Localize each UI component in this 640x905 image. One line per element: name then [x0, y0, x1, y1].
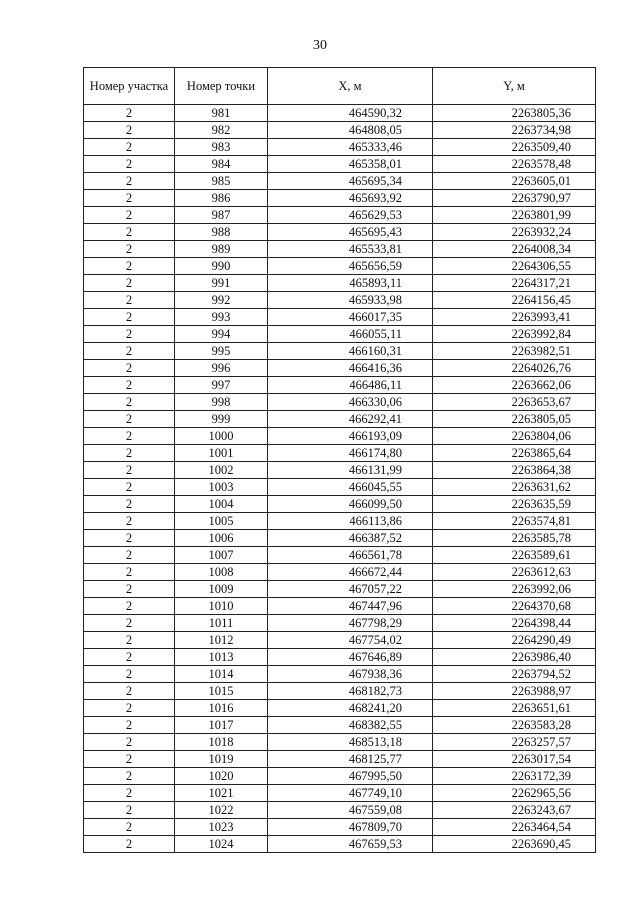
cell-plot-number: 2: [84, 360, 175, 377]
cell-plot-number: 2: [84, 190, 175, 207]
cell-plot-number: 2: [84, 666, 175, 683]
table-row: [84, 836, 596, 853]
cell-point-number: 1004: [175, 496, 268, 513]
cell-point-number: 1000: [175, 428, 268, 445]
cell-y: 2263992,06: [433, 581, 596, 598]
cell-y: 2263172,39: [433, 768, 596, 785]
cell-x: 466416,36: [268, 360, 433, 377]
table-row: [84, 173, 596, 190]
cell-x: 466672,44: [268, 564, 433, 581]
cell-plot-number: 2: [84, 462, 175, 479]
cell-y: 2263932,24: [433, 224, 596, 241]
table-row: [84, 666, 596, 683]
cell-x: 466045,55: [268, 479, 433, 496]
cell-point-number: 992: [175, 292, 268, 309]
cell-x: 465695,43: [268, 224, 433, 241]
table-row: [84, 734, 596, 751]
cell-plot-number: 2: [84, 207, 175, 224]
cell-x: 464808,05: [268, 122, 433, 139]
cell-point-number: 982: [175, 122, 268, 139]
table-row: [84, 156, 596, 173]
cell-y: 2264317,21: [433, 275, 596, 292]
cell-y: 2263690,45: [433, 836, 596, 853]
table-row: [84, 598, 596, 615]
cell-point-number: 1020: [175, 768, 268, 785]
cell-plot-number: 2: [84, 105, 175, 122]
cell-x: 467809,70: [268, 819, 433, 836]
table-row: [84, 241, 596, 258]
table-row: [84, 700, 596, 717]
cell-point-number: 986: [175, 190, 268, 207]
cell-y: 2263988,97: [433, 683, 596, 700]
cell-plot-number: 2: [84, 581, 175, 598]
cell-point-number: 1017: [175, 717, 268, 734]
header-plot-number: Номер участка: [84, 68, 175, 105]
cell-x: 467447,96: [268, 598, 433, 615]
cell-x: 465693,92: [268, 190, 433, 207]
header-point-number: Номер точки: [175, 68, 268, 105]
cell-x: 467646,89: [268, 649, 433, 666]
table-row: [84, 785, 596, 802]
cell-plot-number: 2: [84, 411, 175, 428]
cell-x: 468125,77: [268, 751, 433, 768]
table-row: [84, 309, 596, 326]
cell-y: 2263612,63: [433, 564, 596, 581]
cell-y: 2263574,81: [433, 513, 596, 530]
cell-x: 466113,86: [268, 513, 433, 530]
cell-y: 2263805,05: [433, 411, 596, 428]
cell-x: 466055,11: [268, 326, 433, 343]
cell-point-number: 1016: [175, 700, 268, 717]
cell-y: 2263864,38: [433, 462, 596, 479]
cell-point-number: 996: [175, 360, 268, 377]
cell-x: 466131,99: [268, 462, 433, 479]
table-row: [84, 343, 596, 360]
cell-x: 466486,11: [268, 377, 433, 394]
cell-plot-number: 2: [84, 496, 175, 513]
cell-y: 2263257,57: [433, 734, 596, 751]
table-row: [84, 462, 596, 479]
cell-x: 467659,53: [268, 836, 433, 853]
cell-plot-number: 2: [84, 258, 175, 275]
cell-x: 468182,73: [268, 683, 433, 700]
cell-y: 2264156,45: [433, 292, 596, 309]
cell-point-number: 1007: [175, 547, 268, 564]
table-row: [84, 496, 596, 513]
table-row: [84, 802, 596, 819]
table-body: [84, 105, 596, 853]
cell-point-number: 1015: [175, 683, 268, 700]
cell-plot-number: 2: [84, 530, 175, 547]
cell-plot-number: 2: [84, 785, 175, 802]
cell-y: 2263017,54: [433, 751, 596, 768]
cell-y: 2263986,40: [433, 649, 596, 666]
table-row: [84, 105, 596, 122]
cell-plot-number: 2: [84, 836, 175, 853]
cell-x: 465695,34: [268, 173, 433, 190]
cell-plot-number: 2: [84, 445, 175, 462]
cell-x: 465893,11: [268, 275, 433, 292]
cell-point-number: 1024: [175, 836, 268, 853]
cell-x: 466292,41: [268, 411, 433, 428]
table-row: [84, 649, 596, 666]
table-row: [84, 190, 596, 207]
table-row: [84, 768, 596, 785]
cell-point-number: 989: [175, 241, 268, 258]
cell-point-number: 1011: [175, 615, 268, 632]
cell-y: 2264026,76: [433, 360, 596, 377]
page-number: 30: [313, 38, 327, 53]
cell-x: 466193,09: [268, 428, 433, 445]
cell-y: 2263509,40: [433, 139, 596, 156]
cell-y: 2263992,84: [433, 326, 596, 343]
cell-point-number: 1022: [175, 802, 268, 819]
cell-y: 2263583,28: [433, 717, 596, 734]
cell-plot-number: 2: [84, 309, 175, 326]
cell-x: 466099,50: [268, 496, 433, 513]
cell-y: 2263804,06: [433, 428, 596, 445]
cell-x: 466330,06: [268, 394, 433, 411]
cell-y: 2263662,06: [433, 377, 596, 394]
cell-point-number: 1018: [175, 734, 268, 751]
cell-point-number: 997: [175, 377, 268, 394]
cell-y: 2263585,78: [433, 530, 596, 547]
cell-plot-number: 2: [84, 717, 175, 734]
cell-x: 467995,50: [268, 768, 433, 785]
cell-point-number: 981: [175, 105, 268, 122]
cell-y: 2263734,98: [433, 122, 596, 139]
cell-x: 465933,98: [268, 292, 433, 309]
cell-x: 466017,35: [268, 309, 433, 326]
cell-y: 2263653,67: [433, 394, 596, 411]
cell-y: 2263794,52: [433, 666, 596, 683]
cell-x: 466387,52: [268, 530, 433, 547]
cell-y: 2263805,36: [433, 105, 596, 122]
table-row: [84, 411, 596, 428]
cell-x: 468382,55: [268, 717, 433, 734]
cell-y: 2263631,62: [433, 479, 596, 496]
cell-point-number: 1008: [175, 564, 268, 581]
table-row: [84, 139, 596, 156]
cell-plot-number: 2: [84, 649, 175, 666]
cell-y: 2263635,59: [433, 496, 596, 513]
table-row: [84, 513, 596, 530]
cell-point-number: 999: [175, 411, 268, 428]
cell-y: 2263801,99: [433, 207, 596, 224]
cell-y: 2264306,55: [433, 258, 596, 275]
cell-plot-number: 2: [84, 139, 175, 156]
table-row: [84, 819, 596, 836]
table-row: [84, 360, 596, 377]
cell-point-number: 998: [175, 394, 268, 411]
cell-y: 2264398,44: [433, 615, 596, 632]
table-row: [84, 717, 596, 734]
cell-point-number: 1021: [175, 785, 268, 802]
cell-point-number: 1010: [175, 598, 268, 615]
cell-plot-number: 2: [84, 343, 175, 360]
cell-plot-number: 2: [84, 751, 175, 768]
cell-y: 2263790,97: [433, 190, 596, 207]
cell-y: 2264290,49: [433, 632, 596, 649]
cell-plot-number: 2: [84, 632, 175, 649]
cell-x: 467559,08: [268, 802, 433, 819]
cell-y: 2263243,67: [433, 802, 596, 819]
cell-point-number: 993: [175, 309, 268, 326]
cell-x: 465656,59: [268, 258, 433, 275]
table-row: [84, 632, 596, 649]
cell-point-number: 1019: [175, 751, 268, 768]
cell-plot-number: 2: [84, 156, 175, 173]
cell-point-number: 1013: [175, 649, 268, 666]
cell-point-number: 983: [175, 139, 268, 156]
coordinates-table: [83, 67, 596, 853]
cell-point-number: 1002: [175, 462, 268, 479]
table-row: [84, 445, 596, 462]
cell-x: 465358,01: [268, 156, 433, 173]
cell-y: 2263589,61: [433, 547, 596, 564]
table-row: [84, 428, 596, 445]
cell-y: 2263464,54: [433, 819, 596, 836]
cell-point-number: 1023: [175, 819, 268, 836]
table-row: [84, 326, 596, 343]
cell-point-number: 994: [175, 326, 268, 343]
cell-y: 2263865,64: [433, 445, 596, 462]
cell-x: 465533,81: [268, 241, 433, 258]
cell-point-number: 1012: [175, 632, 268, 649]
cell-plot-number: 2: [84, 428, 175, 445]
cell-x: 468513,18: [268, 734, 433, 751]
header-x: X, м: [268, 68, 433, 105]
cell-y: 2263651,61: [433, 700, 596, 717]
cell-point-number: 988: [175, 224, 268, 241]
cell-plot-number: 2: [84, 819, 175, 836]
table-row: [84, 581, 596, 598]
cell-plot-number: 2: [84, 547, 175, 564]
cell-x: 467749,10: [268, 785, 433, 802]
table-row: [84, 207, 596, 224]
cell-point-number: 1006: [175, 530, 268, 547]
cell-x: 467057,22: [268, 581, 433, 598]
cell-x: 467754,02: [268, 632, 433, 649]
table-row: [84, 547, 596, 564]
cell-plot-number: 2: [84, 173, 175, 190]
cell-x: 465333,46: [268, 139, 433, 156]
cell-y: 2263605,01: [433, 173, 596, 190]
cell-y: 2264370,68: [433, 598, 596, 615]
cell-plot-number: 2: [84, 275, 175, 292]
table-row: [84, 564, 596, 581]
cell-point-number: 991: [175, 275, 268, 292]
table-row: [84, 122, 596, 139]
table-row: [84, 377, 596, 394]
table-row: [84, 224, 596, 241]
cell-y: 2263578,48: [433, 156, 596, 173]
cell-x: 467938,36: [268, 666, 433, 683]
cell-x: 466174,80: [268, 445, 433, 462]
cell-plot-number: 2: [84, 292, 175, 309]
cell-point-number: 984: [175, 156, 268, 173]
table-row: [84, 292, 596, 309]
cell-y: 2262965,56: [433, 785, 596, 802]
table-row: [84, 530, 596, 547]
table-row: [84, 275, 596, 292]
cell-plot-number: 2: [84, 700, 175, 717]
cell-y: 2264008,34: [433, 241, 596, 258]
cell-plot-number: 2: [84, 326, 175, 343]
cell-y: 2263993,41: [433, 309, 596, 326]
cell-x: 464590,32: [268, 105, 433, 122]
cell-point-number: 1001: [175, 445, 268, 462]
cell-plot-number: 2: [84, 802, 175, 819]
table-row: [84, 258, 596, 275]
cell-x: 467798,29: [268, 615, 433, 632]
cell-plot-number: 2: [84, 479, 175, 496]
cell-plot-number: 2: [84, 615, 175, 632]
cell-point-number: 1014: [175, 666, 268, 683]
table-row: [84, 683, 596, 700]
cell-plot-number: 2: [84, 564, 175, 581]
cell-x: 466561,78: [268, 547, 433, 564]
table-row: [84, 615, 596, 632]
cell-plot-number: 2: [84, 394, 175, 411]
cell-plot-number: 2: [84, 241, 175, 258]
cell-x: 468241,20: [268, 700, 433, 717]
cell-plot-number: 2: [84, 598, 175, 615]
cell-point-number: 985: [175, 173, 268, 190]
cell-y: 2263982,51: [433, 343, 596, 360]
table-row: [84, 479, 596, 496]
cell-point-number: 990: [175, 258, 268, 275]
cell-plot-number: 2: [84, 224, 175, 241]
cell-point-number: 987: [175, 207, 268, 224]
cell-point-number: 1003: [175, 479, 268, 496]
table-header-row: [84, 68, 596, 105]
cell-plot-number: 2: [84, 377, 175, 394]
table-row: [84, 751, 596, 768]
cell-plot-number: 2: [84, 122, 175, 139]
table-row: [84, 394, 596, 411]
cell-point-number: 1009: [175, 581, 268, 598]
cell-plot-number: 2: [84, 734, 175, 751]
cell-plot-number: 2: [84, 513, 175, 530]
cell-plot-number: 2: [84, 683, 175, 700]
cell-x: 466160,31: [268, 343, 433, 360]
cell-point-number: 1005: [175, 513, 268, 530]
header-y: Y, м: [433, 68, 596, 105]
cell-point-number: 995: [175, 343, 268, 360]
cell-x: 465629,53: [268, 207, 433, 224]
cell-plot-number: 2: [84, 768, 175, 785]
